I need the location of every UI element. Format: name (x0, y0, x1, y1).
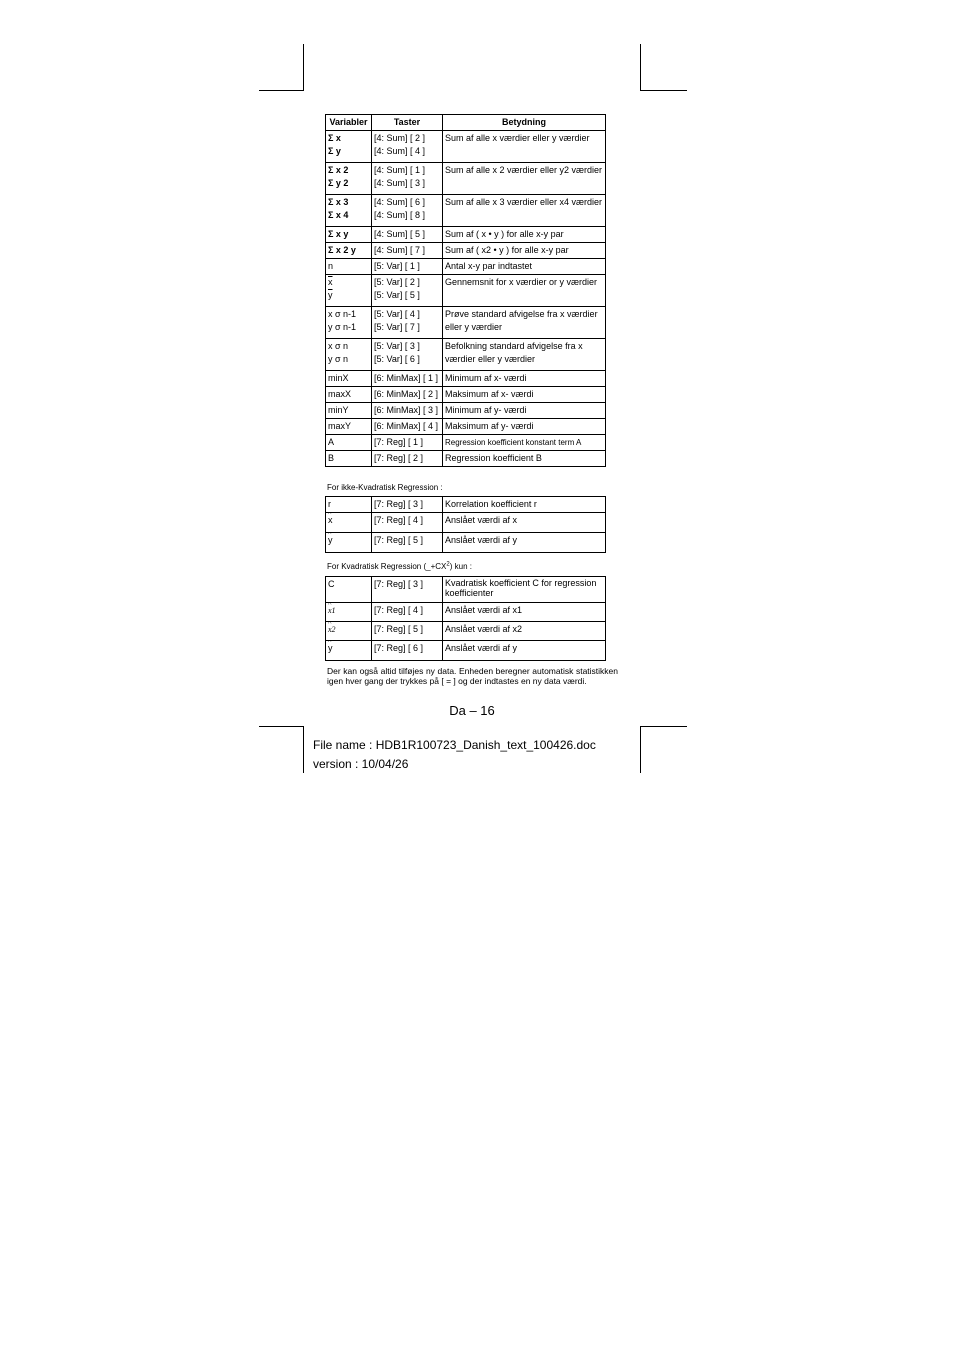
table-row (326, 259, 606, 275)
table-row (326, 195, 606, 227)
meaning-cell: Maksimum af x- værdi (443, 387, 606, 403)
key-combo: [4: Sum] [ 6 ] (374, 197, 426, 207)
meaning-cell: Anslået værdi af y (443, 533, 606, 553)
key-combo: [6: MinMax] [ 1 ] (372, 371, 443, 387)
variable-r: r (326, 497, 372, 513)
note-paragraph: Der kan også altid tilføjes ny data. Enheden beregner automatisk statistikken igen hver gang der trykkes på [ = ] og der indtastes en ny data værdi. (327, 666, 618, 686)
nonquadratic-regression-table (325, 496, 606, 553)
table-row (326, 641, 606, 661)
header-meaning: Betydning (443, 115, 606, 131)
table-row (326, 451, 606, 467)
meaning-cell: Regression koefficient konstant term A (443, 435, 606, 451)
variable-sum-xy: Σ x y (326, 227, 372, 243)
variable-sum-x: Σ x (328, 133, 341, 143)
key-combo: [7: Reg] [ 5 ] (372, 533, 443, 553)
caption-quadratic-text: For Kvadratisk Regression (_+CX (327, 562, 447, 571)
table-row (326, 307, 606, 339)
caption-nonquadratic: For ikke-Kvadratisk Regression : (327, 483, 443, 492)
footer-version: version : 10/04/26 (313, 757, 409, 771)
key-combo: [7: Reg] [ 3 ] (372, 497, 443, 513)
crop-mark (640, 726, 641, 773)
page-number: Da – 16 (449, 703, 495, 718)
table-row (326, 163, 606, 195)
meaning-cell: Befolkning standard afvigelse fra x værdier eller y værdier (443, 339, 606, 371)
key-combo: [6: MinMax] [ 3 ] (372, 403, 443, 419)
meaning-cell: Sum af ( x2 • y ) for alle x-y par (443, 243, 606, 259)
meaning-cell: Sum af alle x 3 værdier eller x4 værdier (443, 195, 606, 227)
meaning-cell: Kvadratisk koefficient C for regression koefficienter (443, 577, 606, 603)
variable-x-hat: ^ x (328, 514, 333, 527)
meaning-cell: Sum af alle x værdier eller y værdier (443, 131, 606, 163)
variable-x-sigma-n1: x σ n-1 (328, 309, 357, 319)
meaning-cell: Anslået værdi af x2 (443, 622, 606, 641)
variable-y-sigma-n: y σ n (328, 354, 349, 364)
variable-miny: minY (326, 403, 372, 419)
caption-quadratic (327, 562, 472, 571)
crop-mark (640, 44, 641, 91)
meaning-cell: Antal x-y par indtastet (443, 259, 606, 275)
table-row (326, 131, 606, 163)
table-row (326, 371, 606, 387)
key-combo: [5: Var] [ 3 ] (374, 341, 420, 351)
table-row (326, 622, 606, 641)
key-combo: [5: Var] [ 4 ] (374, 309, 420, 319)
table-row (326, 387, 606, 403)
meaning-cell: Minimum af x- værdi (443, 371, 606, 387)
variable-mean-x: $\overline{x}$ (328, 277, 333, 287)
variable-a: A (326, 435, 372, 451)
key-combo: [7: Reg] [ 5 ] (372, 622, 443, 641)
table-row (326, 243, 606, 259)
meaning-cell: Prøve standard afvigelse fra x værdier eller y værdier (443, 307, 606, 339)
variable-sum-x4: Σ x 4 (328, 210, 349, 220)
key-combo: [6: MinMax] [ 2 ] (372, 387, 443, 403)
table-row (326, 577, 606, 603)
table-row (326, 533, 606, 553)
key-combo: [6: MinMax] [ 4 ] (372, 419, 443, 435)
key-combo: [7: Reg] [ 4 ] (372, 513, 443, 533)
variable-sum-x2: Σ x 2 (328, 165, 349, 175)
table-row (326, 419, 606, 435)
crop-mark (640, 90, 687, 91)
variable-c: C (326, 577, 372, 603)
crop-mark (640, 726, 687, 727)
meaning-cell: Sum af alle x 2 værdier eller y2 værdier (443, 163, 606, 195)
crop-mark (259, 90, 304, 91)
table-row (326, 339, 606, 371)
table-row (326, 275, 606, 307)
key-combo: [4: Sum] [ 2 ] (374, 133, 426, 143)
key-combo: [4: Sum] [ 3 ] (374, 178, 426, 188)
meaning-cell: Korrelation koefficient r (443, 497, 606, 513)
variable-x2-hat: ^ x2 (328, 623, 336, 636)
statistics-variables-table (325, 114, 606, 467)
crop-mark (303, 726, 304, 773)
meaning-cell: Gennemsnit for x værdier or y værdier (443, 275, 606, 307)
key-combo: [5: Var] [ 5 ] (374, 290, 420, 300)
caption-quadratic-tail: ) kun : (449, 562, 472, 571)
meaning-cell: Anslået værdi af x1 (443, 603, 606, 622)
key-combo: [7: Reg] [ 6 ] (372, 641, 443, 661)
header-keys: Taster (372, 115, 443, 131)
meaning-cell: Minimum af y- værdi (443, 403, 606, 419)
meaning-cell: Anslået værdi af y (443, 641, 606, 661)
meaning-cell: Regression koefficient B (443, 451, 606, 467)
key-combo: [7: Reg] [ 4 ] (372, 603, 443, 622)
table-row (326, 435, 606, 451)
header-variables: Variabler (326, 115, 372, 131)
variable-maxy: maxY (326, 419, 372, 435)
variable-sum-y: Σ y (328, 146, 341, 156)
footer-file-name: File name : HDB1R100723_Danish_text_100426.doc (313, 738, 596, 752)
crop-mark (259, 726, 304, 727)
table-row (326, 603, 606, 622)
variable-y-hat: ^ y (328, 642, 333, 655)
key-combo: [4: Sum] [ 5 ] (372, 227, 443, 243)
variable-y-hat: ^ y (328, 534, 333, 547)
key-combo: [5: Var] [ 7 ] (374, 322, 420, 332)
key-combo: [4: Sum] [ 7 ] (372, 243, 443, 259)
variable-sum-x3: Σ x 3 (328, 197, 349, 207)
key-combo: [5: Var] [ 6 ] (374, 354, 420, 364)
meaning-cell: Maksimum af y- værdi (443, 419, 606, 435)
variable-x1-hat: ^ x1 (328, 604, 336, 617)
table-header-row (326, 115, 606, 131)
key-combo: [4: Sum] [ 4 ] (374, 146, 426, 156)
variable-maxx: maxX (326, 387, 372, 403)
key-combo: [4: Sum] [ 8 ] (374, 210, 426, 220)
table-row (326, 497, 606, 513)
quadratic-regression-table (325, 576, 606, 661)
variable-b: B (326, 451, 372, 467)
caption-quadratic-sup: 2 (446, 561, 450, 568)
variable-n: n (326, 259, 372, 275)
variable-y-sigma-n1: y σ n-1 (328, 322, 357, 332)
table-row (326, 403, 606, 419)
variable-mean-y: $\overline{y}$ (328, 290, 333, 300)
crop-mark (303, 44, 304, 91)
key-combo: [5: Var] [ 1 ] (372, 259, 443, 275)
variable-minx: minX (326, 371, 372, 387)
variable-sum-x2y: Σ x 2 y (326, 243, 372, 259)
variable-sum-y2: Σ y 2 (328, 178, 349, 188)
key-combo: [4: Sum] [ 1 ] (374, 165, 426, 175)
table-row (326, 513, 606, 533)
key-combo: [7: Reg] [ 3 ] (372, 577, 443, 603)
key-combo: [5: Var] [ 2 ] (374, 277, 420, 287)
key-combo: [7: Reg] [ 2 ] (372, 451, 443, 467)
key-combo: [7: Reg] [ 1 ] (372, 435, 443, 451)
meaning-cell: Sum af ( x • y ) for alle x-y par (443, 227, 606, 243)
meaning-cell: Anslået værdi af x (443, 513, 606, 533)
variable-x-sigma-n: x σ n (328, 341, 349, 351)
table-row (326, 227, 606, 243)
